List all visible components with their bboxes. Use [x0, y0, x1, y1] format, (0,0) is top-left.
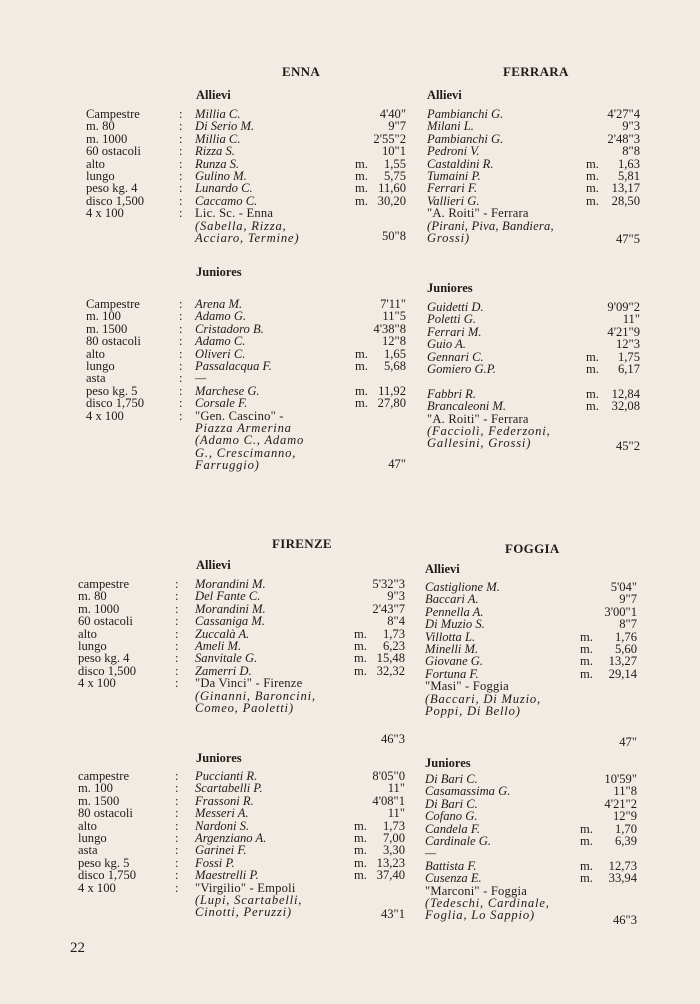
relay-team: (Ginanni, Baroncini,	[195, 688, 316, 703]
relay-team: G., Crescimanno,	[195, 445, 297, 460]
result-value: 3'00"1	[604, 604, 637, 619]
athlete-name: Villotta L.	[425, 629, 476, 644]
event-label: m. 1000	[78, 601, 120, 616]
result-value: 11,92	[378, 383, 406, 398]
unit-label: m.	[354, 831, 367, 845]
colon-separator: :	[175, 806, 179, 821]
unit-label: m.	[580, 654, 593, 669]
colon-separator: :	[179, 156, 183, 171]
result-value: 10"1	[381, 144, 406, 159]
result-value: 4'21"9	[607, 324, 640, 339]
result-value: 9"7	[619, 592, 637, 607]
relay-result: 46"3	[612, 913, 637, 927]
result-value: 12,84	[611, 386, 640, 401]
relay-result: 47"5	[615, 232, 640, 246]
event-label: 4 x 100	[86, 408, 124, 423]
colon-separator: :	[175, 793, 179, 808]
athlete-name: Rizza S.	[195, 144, 235, 159]
result-value: 13,27	[608, 654, 637, 669]
result-value: 1,55	[383, 156, 406, 171]
event-label: Campestre	[86, 297, 140, 311]
result-value: 32,08	[611, 399, 640, 414]
result-value: 1,65	[383, 346, 406, 361]
colon-separator: :	[175, 831, 179, 845]
athlete-name: —	[425, 846, 437, 861]
relay-team: "A. Roiti" - Ferrara	[427, 411, 529, 426]
unit-label: m.	[580, 666, 593, 681]
event-label: campestre	[78, 769, 130, 783]
athlete-name: Zamerri D.	[195, 663, 252, 678]
colon-separator: :	[179, 346, 183, 361]
athlete-name: Cristadoro B.	[195, 321, 264, 336]
colon-separator: :	[175, 843, 179, 858]
athlete-name: —	[195, 371, 207, 386]
unit-label: m.	[354, 818, 367, 833]
athlete-name: Fabbri R.	[427, 386, 476, 401]
colon-separator: :	[175, 663, 179, 678]
unit-label: m.	[355, 193, 368, 208]
allievi-label: Allievi	[196, 558, 231, 572]
unit-label: m.	[355, 156, 368, 171]
result-value: 15,48	[376, 651, 405, 666]
colon-separator: :	[179, 408, 183, 423]
result-value: 1,73	[382, 818, 405, 833]
result-value: 1,70	[614, 821, 637, 836]
relay-team: Lic. Sc. - Enna	[195, 206, 274, 221]
athlete-name: Candela F.	[425, 821, 481, 836]
relay-team: Comeo, Paoletti)	[195, 701, 294, 715]
colon-separator: :	[175, 577, 179, 591]
unit-label: m.	[355, 181, 368, 196]
unit-label: m.	[580, 871, 593, 886]
unit-label: m.	[586, 362, 599, 376]
athlete-name: Del Fante C.	[195, 589, 261, 604]
colon-separator: :	[175, 601, 179, 616]
athlete-name: Gomiero G.P.	[427, 362, 496, 376]
relay-team: "A. Roiti" - Ferrara	[427, 206, 529, 221]
relay-team: Piazza Armerina	[195, 421, 292, 435]
relay-result: 47"	[388, 457, 406, 471]
unit-label: m.	[354, 639, 367, 653]
allievi-label: Allievi	[427, 88, 462, 102]
result-value: 12,73	[608, 858, 637, 873]
result-value: 5,60	[614, 642, 637, 656]
colon-separator: :	[179, 144, 183, 159]
relay-result: 46"3	[380, 732, 405, 746]
athlete-name: Scartabelli P.	[195, 781, 263, 796]
event-label: m. 1000	[86, 131, 128, 146]
relay-team: "Da Vinci" - Firenze	[195, 676, 303, 691]
result-value: 8"8	[622, 144, 640, 159]
athlete-name: Marchese G.	[195, 383, 260, 398]
relay-result: 50"8	[381, 229, 406, 243]
relay-team: (Adamo C., Adamo	[195, 433, 305, 448]
city-heading: FOGGIA	[505, 541, 560, 556]
relay-team: "Gen. Cascino" -	[195, 408, 284, 423]
result-value: 33,94	[608, 871, 637, 886]
juniores-label: Juniores	[427, 281, 473, 295]
athlete-name: Cusenza E.	[425, 871, 482, 886]
result-value: 4'38"8	[373, 321, 406, 336]
relay-team: (Facciolì, Federzoni,	[427, 424, 551, 438]
event-label: m. 80	[78, 589, 107, 604]
allievi-label: Allievi	[196, 88, 231, 102]
athlete-name: Maestrelli P.	[195, 868, 259, 883]
colon-separator: :	[179, 321, 183, 336]
athlete-name: Baccari A.	[425, 592, 479, 607]
result-value: 4'27"4	[607, 107, 640, 121]
event-label: asta	[86, 371, 106, 386]
result-value: 8"4	[387, 614, 405, 629]
colon-separator: :	[179, 107, 183, 121]
athlete-name: Di Bari C.	[425, 772, 478, 786]
relay-result: 43"1	[380, 907, 405, 921]
colon-separator: :	[179, 334, 183, 349]
athlete-name: Zuccalà A.	[195, 626, 250, 641]
result-value: 30,20	[377, 193, 406, 208]
unit-label: m.	[586, 156, 599, 171]
relay-team: Grossi)	[427, 231, 470, 245]
colon-separator: :	[175, 639, 179, 653]
event-label: alto	[78, 818, 97, 833]
result-value: 5,75	[383, 169, 406, 183]
event-label: disco 1,500	[86, 193, 145, 208]
relay-team: (Lupi, Scartabelli,	[195, 893, 303, 907]
result-value: 12"8	[381, 334, 406, 349]
athlete-name: Casamassima G.	[425, 784, 511, 799]
result-value: 11"	[622, 312, 640, 327]
colon-separator: :	[179, 371, 183, 386]
athlete-name: Passalacqua F.	[195, 359, 272, 373]
result-value: 3,30	[382, 843, 405, 858]
athlete-name: Castiglione M.	[425, 580, 500, 594]
event-label: alto	[78, 626, 97, 641]
relay-team: Farruggio)	[195, 458, 260, 473]
result-value: 27,80	[377, 396, 406, 411]
athlete-name: Tumaini P.	[427, 169, 481, 183]
result-value: 11"	[387, 781, 405, 796]
athlete-name: Cardinale G.	[425, 834, 492, 848]
result-value: 10'59"	[604, 772, 637, 786]
colon-separator: :	[179, 359, 183, 373]
relay-team: (Pirani, Piva, Bandiera,	[427, 218, 554, 233]
result-value: 7,00	[382, 831, 405, 845]
unit-label: m.	[586, 349, 599, 364]
athlete-name: Pambianchi G.	[427, 107, 504, 121]
result-value: 5,81	[617, 169, 640, 183]
result-value: 4'08"1	[372, 793, 405, 808]
colon-separator: :	[175, 818, 179, 833]
colon-separator: :	[175, 676, 179, 691]
result-value: 9"3	[387, 589, 405, 604]
colon-separator: :	[175, 651, 179, 666]
relay-team: "Virgilio" - Empoli	[195, 880, 296, 895]
athlete-name: Di Muzio S.	[425, 617, 485, 632]
athlete-name: Pambianchi G.	[427, 131, 504, 146]
result-value: 2'43"7	[372, 601, 405, 616]
athlete-name: Giovane G.	[425, 654, 484, 669]
athlete-name: Lunardo C.	[195, 181, 253, 196]
result-value: 28,50	[611, 193, 640, 208]
event-label: 60 ostacoli	[78, 614, 133, 629]
athlete-name: Guidetti D.	[427, 300, 484, 314]
relay-team: Poppi, Di Bello)	[425, 704, 521, 718]
athlete-name: Fortuna F.	[425, 666, 479, 681]
athlete-name: Cofano G.	[425, 809, 478, 824]
event-label: peso kg. 4	[86, 181, 138, 196]
athlete-name: Millia C.	[195, 131, 241, 146]
unit-label: m.	[354, 651, 367, 666]
result-value: 11"	[387, 806, 405, 821]
event-label: campestre	[78, 577, 130, 591]
result-value: 4'40"	[379, 107, 406, 121]
colon-separator: :	[175, 589, 179, 604]
relay-result: 47"	[619, 735, 637, 749]
colon-separator: :	[179, 396, 183, 411]
athlete-name: Ameli M.	[195, 639, 242, 653]
unit-label: m.	[354, 855, 367, 870]
result-value: 9"7	[388, 119, 406, 134]
event-label: lungo	[78, 639, 107, 653]
event-label: Campestre	[86, 107, 140, 121]
event-label: lungo	[78, 831, 107, 845]
event-label: 60 ostacoli	[86, 144, 141, 159]
unit-label: m.	[580, 834, 593, 848]
relay-team: "Marconi" - Foggia	[425, 883, 528, 898]
result-value: 32,32	[376, 663, 405, 678]
unit-label: m.	[586, 399, 599, 414]
unit-label: m.	[354, 843, 367, 858]
event-label: alto	[86, 346, 105, 361]
event-label: lungo	[86, 359, 115, 373]
athlete-name: Guio A.	[427, 337, 466, 352]
athlete-name: Corsale F.	[195, 396, 248, 411]
result-value: 7'11"	[380, 297, 406, 311]
athlete-name: Brancaleoni M.	[427, 399, 507, 414]
unit-label: m.	[355, 169, 368, 183]
result-value: 8'05"0	[372, 769, 405, 783]
athlete-name: Milani L.	[427, 119, 474, 134]
athlete-name: Gulino M.	[195, 169, 247, 183]
colon-separator: :	[175, 626, 179, 641]
result-value: 1,76	[614, 629, 637, 644]
event-label: disco 1,750	[78, 868, 137, 883]
event-label: 4 x 100	[78, 676, 116, 691]
colon-separator: :	[179, 181, 183, 196]
result-value: 9"3	[622, 119, 640, 134]
page-number: 22	[70, 940, 85, 956]
unit-label: m.	[355, 346, 368, 361]
result-value: 5,68	[383, 359, 406, 373]
athlete-name: Caccamo C.	[195, 193, 258, 208]
colon-separator: :	[179, 297, 183, 311]
athlete-name: Battista F.	[425, 858, 477, 873]
colon-separator: :	[175, 769, 179, 783]
result-value: 9'09"2	[607, 300, 640, 314]
athlete-name: Puccianti R.	[195, 769, 258, 783]
result-value: 13,17	[611, 181, 640, 196]
athlete-name: Frassoni R.	[195, 793, 254, 808]
result-value: 13,23	[376, 855, 405, 870]
juniores-label: Juniores	[196, 751, 242, 765]
result-value: 37,40	[376, 868, 405, 883]
event-label: 4 x 100	[78, 880, 116, 895]
event-label: m. 100	[78, 781, 113, 796]
event-label: asta	[78, 843, 98, 858]
result-value: 4'21"2	[604, 796, 637, 811]
colon-separator: :	[175, 855, 179, 870]
result-value: 1,75	[617, 349, 640, 364]
event-label: disco 1,750	[86, 396, 145, 411]
result-value: 11,60	[378, 181, 406, 196]
event-label: lungo	[86, 169, 115, 183]
allievi-label: Allievi	[425, 562, 460, 576]
event-label: alto	[86, 156, 105, 171]
unit-label: m.	[354, 663, 367, 678]
athlete-name: Oliveri C.	[195, 346, 246, 361]
result-value: 6,17	[617, 362, 640, 376]
athlete-name: Adamo C.	[195, 334, 246, 349]
result-value: 12"3	[615, 337, 640, 352]
colon-separator: :	[179, 383, 183, 398]
relay-team: Gallesini, Grossi)	[427, 436, 532, 451]
unit-label: m.	[586, 169, 599, 183]
event-label: m. 1500	[86, 321, 128, 336]
unit-label: m.	[355, 383, 368, 398]
event-label: m. 1500	[78, 793, 120, 808]
result-value: 5'04"	[610, 580, 637, 594]
result-value: 2'48"3	[607, 131, 640, 146]
unit-label: m.	[580, 642, 593, 656]
unit-label: m.	[354, 626, 367, 641]
result-value: 1,73	[382, 626, 405, 641]
city-heading: FIRENZE	[272, 536, 332, 551]
event-label: 4 x 100	[86, 206, 124, 221]
athlete-name: Poletti G.	[427, 312, 476, 327]
unit-label: m.	[586, 386, 599, 401]
relay-team: (Tedeschi, Cardinale,	[425, 896, 550, 910]
result-value: 6,39	[614, 834, 637, 848]
result-value: 12"9	[612, 809, 637, 824]
city-heading: ENNA	[282, 64, 321, 79]
athlete-name: Minelli M.	[425, 642, 479, 656]
athlete-name: Ferrari F.	[427, 181, 478, 196]
unit-label: m.	[355, 359, 368, 373]
event-label: 80 ostacoli	[86, 334, 141, 349]
relay-team: (Baccari, Di Muzio,	[425, 691, 541, 706]
unit-label: m.	[580, 821, 593, 836]
unit-label: m.	[580, 858, 593, 873]
colon-separator: :	[179, 309, 183, 324]
unit-label: m.	[580, 629, 593, 644]
athlete-name: Runza S.	[195, 156, 240, 171]
athlete-name: Argenziano A.	[195, 831, 267, 845]
event-label: peso kg. 5	[78, 855, 130, 870]
result-value: 1,63	[617, 156, 640, 171]
athlete-name: Cassaniga M.	[195, 614, 265, 629]
athlete-name: Millia C.	[195, 107, 241, 121]
athlete-name: Di Serio M.	[195, 119, 255, 134]
athlete-name: Messeri A.	[195, 806, 249, 821]
result-value: 11"5	[382, 309, 406, 324]
athlete-name: Adamo G.	[195, 309, 247, 324]
colon-separator: :	[175, 868, 179, 883]
colon-separator: :	[179, 119, 183, 134]
relay-team: Acciaro, Termine)	[195, 231, 300, 245]
unit-label: m.	[586, 193, 599, 208]
athlete-name: Pennella A.	[425, 604, 484, 619]
athlete-name: Fossi P.	[195, 855, 235, 870]
athlete-name: Morandini M.	[195, 577, 266, 591]
athlete-name: Ferrari M.	[427, 324, 482, 339]
event-label: peso kg. 4	[78, 651, 130, 666]
city-heading: FERRARA	[503, 64, 569, 79]
colon-separator: :	[179, 193, 183, 208]
event-label: 80 ostacoli	[78, 806, 133, 821]
result-value: 2'55"2	[373, 131, 406, 146]
athlete-name: Garinei F.	[195, 843, 247, 858]
result-value: 5'32"3	[372, 577, 405, 591]
athlete-name: Nardoni S.	[195, 818, 250, 833]
colon-separator: :	[179, 131, 183, 146]
event-label: peso kg. 5	[86, 383, 138, 398]
colon-separator: :	[175, 880, 179, 895]
relay-team: Cinotti, Peruzzi)	[195, 905, 292, 920]
colon-separator: :	[179, 169, 183, 183]
result-value: 29,14	[608, 666, 637, 681]
athlete-name: Di Bari C.	[425, 796, 478, 811]
relay-team: (Sabella, Rizza,	[195, 218, 287, 233]
unit-label: m.	[354, 868, 367, 883]
result-value: 6,23	[382, 639, 405, 653]
event-label: m. 80	[86, 119, 115, 134]
colon-separator: :	[175, 614, 179, 629]
athlete-name: Sanvitale G.	[195, 651, 258, 666]
juniores-label: Juniores	[425, 756, 471, 770]
unit-label: m.	[355, 396, 368, 411]
result-value: 11"8	[613, 784, 637, 799]
athlete-name: Pedroni V.	[427, 144, 480, 159]
athlete-name: Morandini M.	[195, 601, 266, 616]
relay-result: 45"2	[615, 439, 640, 453]
unit-label: m.	[586, 181, 599, 196]
event-label: m. 100	[86, 309, 121, 324]
colon-separator: :	[175, 781, 179, 796]
athlete-name: Gennari C.	[427, 349, 484, 364]
relay-team: "Masi" - Foggia	[425, 679, 509, 694]
colon-separator: :	[179, 206, 183, 221]
athlete-name: Vallieri G.	[427, 193, 480, 208]
athlete-name: Arena M.	[195, 297, 243, 311]
event-label: disco 1,500	[78, 663, 137, 678]
juniores-label: Juniores	[196, 265, 242, 279]
result-value: 8"7	[619, 617, 637, 632]
athlete-name: Castaldini R.	[427, 156, 494, 171]
relay-team: Foglia, Lo Sappio)	[425, 908, 535, 923]
